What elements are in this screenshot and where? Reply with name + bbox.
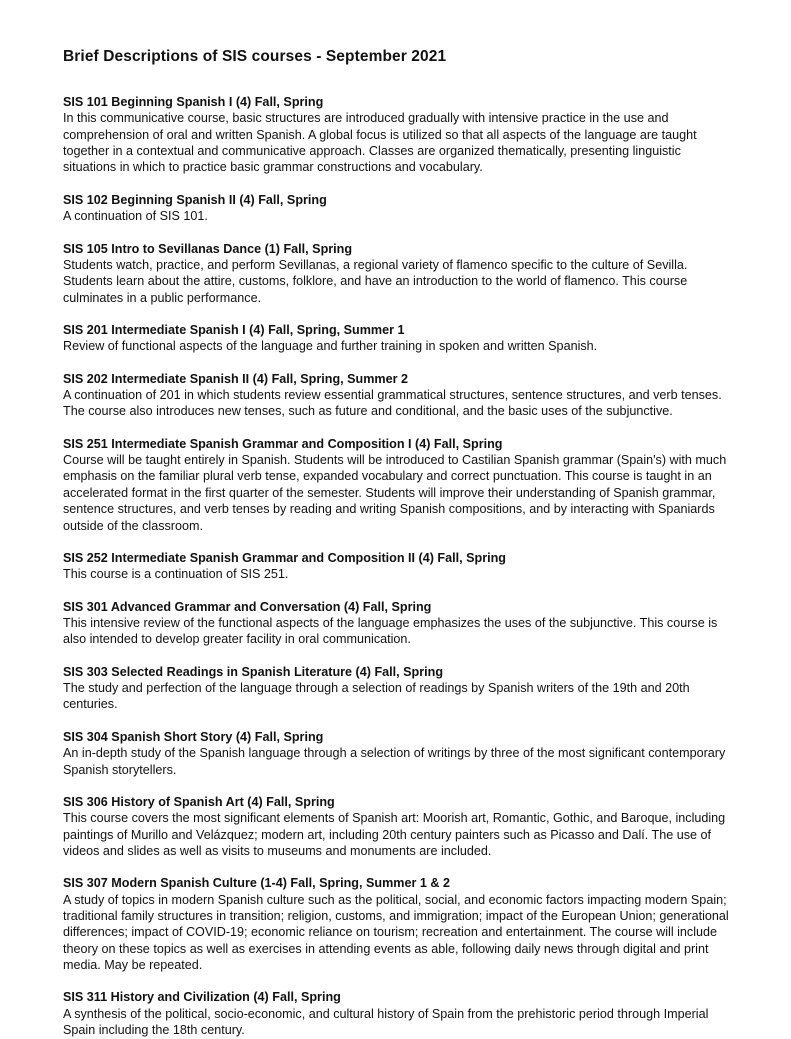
course-block [63, 664, 733, 713]
course-description: Students watch, practice, and perform Sevillanas, a regional variety of flamenco specific to the culture of Sevilla. Students learn about the attire, customs, folklore, and have an introduction to the world of flamenco. This course culminates in a public performance. [63, 257, 688, 305]
course-heading: SIS 307 Modern Spanish Culture (1-4) Fall, Spring, Summer 1 & 2 [63, 876, 450, 891]
course-description: An in-depth study of the Spanish language through a selection of writings by three of the most significant contemporary Spanish storytellers. [63, 746, 726, 777]
course-block [63, 875, 733, 973]
course-heading: SIS 301 Advanced Grammar and Conversation (4) Fall, Spring [63, 599, 432, 614]
course-list [63, 94, 733, 1039]
course-description: The study and perfection of the language through a selection of readings by Spanish writers of the 19th and 20th centuries. [63, 681, 690, 712]
course-block [63, 94, 733, 176]
course-block [63, 989, 733, 1038]
course-block [63, 322, 733, 355]
course-heading: SIS 303 Selected Readings in Spanish Literature (4) Fall, Spring [63, 664, 444, 679]
page-title: Brief Descriptions of SIS courses - September 2021 [63, 48, 447, 65]
course-description: In this communicative course, basic structures are introduced gradually with intensive practice in the use and comprehension of oral and written Spanish. A global focus is utilized so that all aspects of the language are taught together in a contextual and communicative approach. Classes are organized thematically, presenting linguistic situations in which to practice basic grammar constructions and vocabulary. [63, 111, 697, 175]
course-block [63, 550, 733, 583]
course-description: Course will be taught entirely in Spanish. Students will be introduced to Castilian Spanish grammar (Spain's) with much emphasis on the familiar plural verb tense, expanded vocabulary and correct punctuation. This course is taught in an accelerated format in the first quarter of the semester. Students will improve their understanding of Spanish grammar, sentence structures, and verb tenses by reading and writing Spanish compositions, and by interacting with Spaniards outside of the classroom. [63, 453, 727, 533]
course-block [63, 241, 733, 306]
course-heading: SIS 306 History of Spanish Art (4) Fall, Spring [63, 794, 335, 809]
course-heading: SIS 311 History and Civilization (4) Fall, Spring [63, 990, 341, 1005]
course-description: Review of functional aspects of the language and further training in spoken and written Spanish. [63, 339, 598, 354]
course-description: A study of topics in modern Spanish culture such as the political, social, and economic factors impacting modern Spain; traditional family structures in transition; religion, customs, and immigration; impact of the European Union; generational differences; impact of COVID-19; economic reliance on tourism; recreation and entertainment. The course will include theory on these topics as well as exercises in attending events as able, following daily news through digital and print media. May be repeated. [63, 892, 729, 973]
course-heading: SIS 101 Beginning Spanish I (4) Fall, Spring [63, 95, 324, 109]
course-heading: SIS 202 Intermediate Spanish II (4) Fall, Spring, Summer 2 [63, 371, 409, 386]
course-block [63, 371, 733, 420]
course-heading: SIS 304 Spanish Short Story (4) Fall, Spring [63, 729, 324, 744]
course-block [63, 794, 733, 859]
course-block [63, 192, 733, 225]
course-block [63, 436, 733, 534]
course-heading: SIS 105 Intro to Sevillanas Dance (1) Fall, Spring [63, 241, 353, 256]
course-description: This course covers the most significant elements of Spanish art: Moorish art, Romantic, Gothic, and Baroque, including paintings of Murillo and Velázquez; modern art, including 20th century painters such as Picasso and Dalí. The use of videos and slides as well as visits to museums and monuments are included. [63, 811, 726, 858]
course-description: This course is a continuation of SIS 251. [63, 567, 289, 582]
course-description: A continuation of 201 in which students review essential grammatical structures, sentence structures, and verb tenses. The course also introduces new tenses, such as future and conditional, and the basic uses of the subjunctive. [63, 388, 722, 419]
course-heading: SIS 201 Intermediate Spanish I (4) Fall, Spring, Summer 1 [63, 322, 405, 337]
course-heading: SIS 252 Intermediate Spanish Grammar and Composition II (4) Fall, Spring [63, 550, 506, 565]
course-block [63, 599, 733, 648]
course-description: This intensive review of the functional aspects of the language emphasizes the uses of the subjunctive. This course is also intended to develop greater facility in oral communication. [63, 615, 718, 647]
course-description: A synthesis of the political, socio-economic, and cultural history of Spain from the prehistoric period through Imperial Spain including the 18th century. [63, 1006, 709, 1038]
course-description: A continuation of SIS 101. [63, 209, 208, 224]
course-heading: SIS 251 Intermediate Spanish Grammar and Composition I (4) Fall, Spring [63, 436, 503, 451]
course-heading: SIS 102 Beginning Spanish II (4) Fall, Spring [63, 192, 327, 207]
course-block [63, 729, 733, 778]
